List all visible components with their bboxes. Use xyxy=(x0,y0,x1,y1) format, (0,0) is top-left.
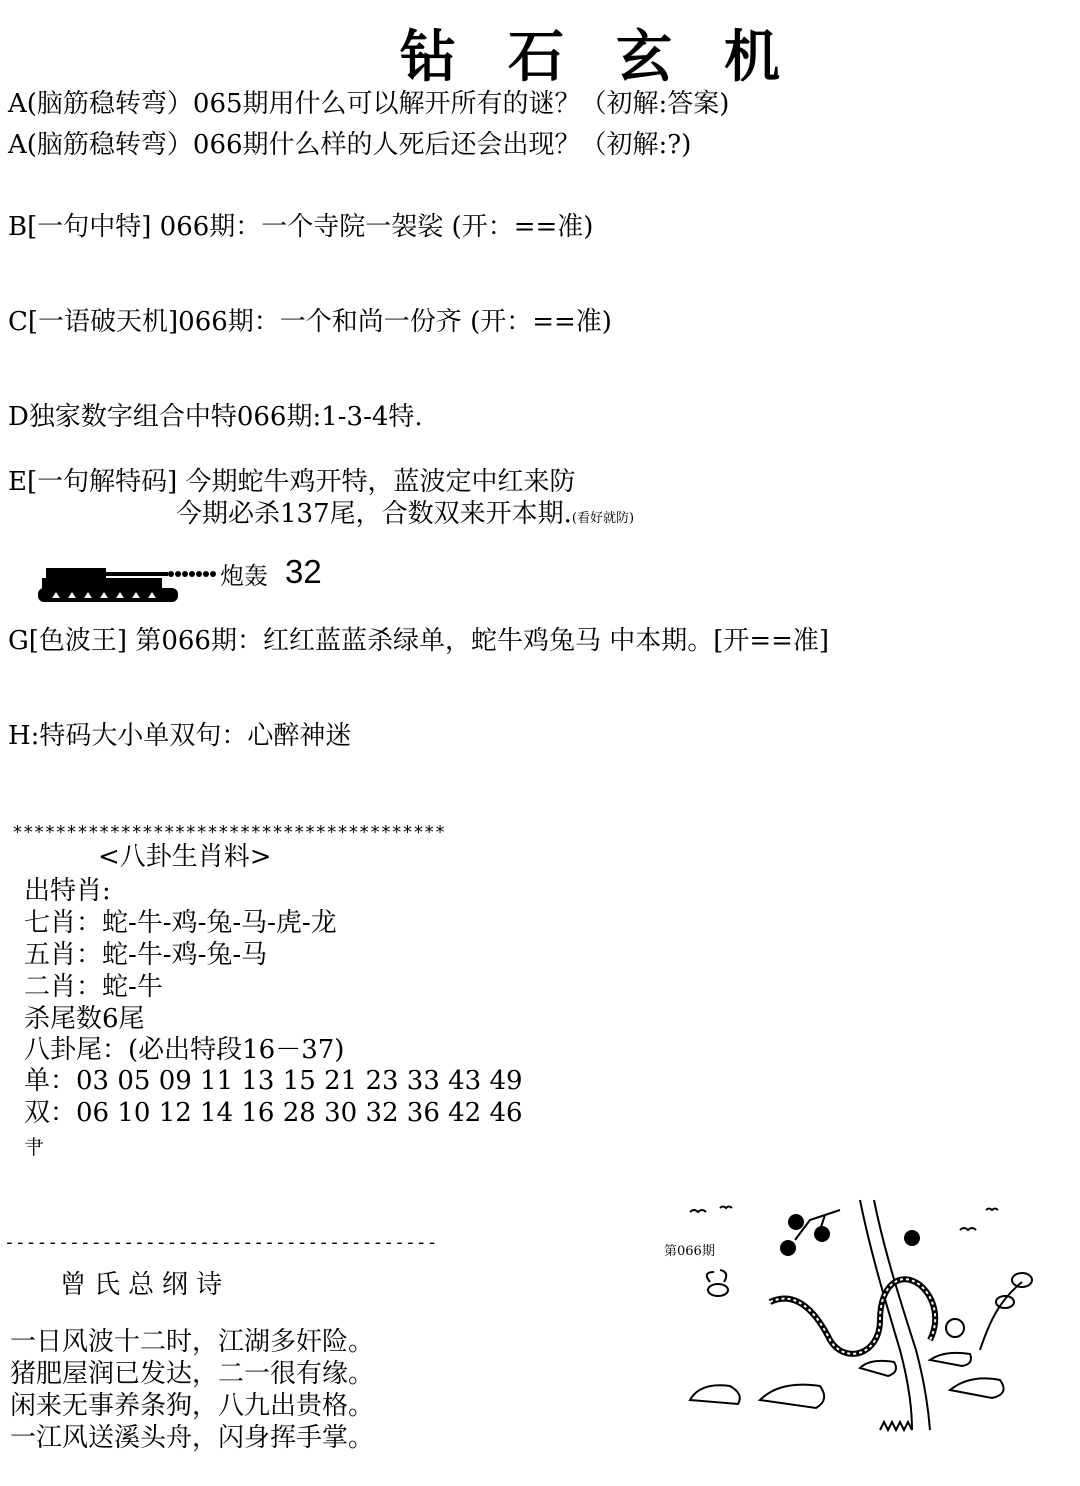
line-d: D独家数字组合中特066期:1-3-4特. xyxy=(8,402,423,432)
bagua-line-6: 单：03 05 09 11 13 15 21 23 33 43 49 xyxy=(24,1066,523,1096)
line-h: H:特码大小单双句：心醉神迷 xyxy=(8,721,352,751)
poem-title: 曾氏总纲诗 xyxy=(60,1270,231,1300)
bagua-heading: <八卦生肖料> xyxy=(98,842,272,872)
tank-number: 32 xyxy=(285,553,322,590)
page-title: 钻石玄机 xyxy=(400,24,832,90)
star-divider: **************************************** xyxy=(12,822,446,843)
issue-label: 第066期 xyxy=(664,1244,715,1259)
bagua-line-2: 五肖：蛇-牛-鸡-兔-马 xyxy=(24,940,268,970)
line-e2-text: 今期必杀137尾，合数双来开本期. xyxy=(176,499,572,529)
bagua-line-4: 杀尾数6尾 xyxy=(24,1004,145,1034)
snake-tree-illustration xyxy=(650,1190,1070,1440)
shell-trail-icon xyxy=(168,569,220,579)
line-b: B[一句中特] 066期：一个寺院一袈裟 (开：==准) xyxy=(8,212,594,242)
poem-line-2: 闲来无事养条狗，八九出贵格。 xyxy=(10,1391,375,1421)
bagua-line-5: 八卦尾：(必出特段16－37) xyxy=(24,1035,345,1065)
line-g: G[色波王] 第066期：红红蓝蓝杀绿单，蛇牛鸡兔马 中本期。[开==准] xyxy=(8,626,830,656)
bagua-line-1: 七肖：蛇-牛-鸡-兔-马-虎-龙 xyxy=(24,908,337,938)
bagua-line-3: 二肖：蛇-牛 xyxy=(24,972,163,1002)
riddle-a1: A(脑筋稳转弯）065期用什么可以解开所有的谜？（初解:答案) xyxy=(8,89,730,119)
poem-line-3: 一江风送溪头舟，闪身挥手掌。 xyxy=(10,1423,375,1453)
bagua-line-0: 出特肖: xyxy=(24,876,111,906)
line-c: C[一语破天机]066期：一个和尚一份齐 (开：==准) xyxy=(8,307,612,337)
dash-divider: ---------------------------------------- xyxy=(4,1232,438,1253)
bagua-line-8: 肀 xyxy=(24,1135,44,1159)
tank-label: 炮轰 xyxy=(220,562,268,590)
riddle-a2: A(脑筋稳转弯）066期什么样的人死后还会出现？（初解:?) xyxy=(8,130,692,160)
line-e1: E[一句解特码] 今期蛇牛鸡开特，蓝波定中红来防 xyxy=(8,467,576,497)
poem-line-0: 一日风波十二时，江湖多奸险。 xyxy=(10,1327,375,1357)
line-e2 xyxy=(176,498,634,535)
tank-icon xyxy=(38,558,183,610)
bagua-line-7: 双：06 10 12 14 16 28 30 32 36 42 46 xyxy=(24,1098,523,1128)
line-e2-note: (看好就防) xyxy=(571,511,635,526)
poem-line-1: 猪肥屋润已发达，二一很有缘。 xyxy=(10,1359,375,1389)
